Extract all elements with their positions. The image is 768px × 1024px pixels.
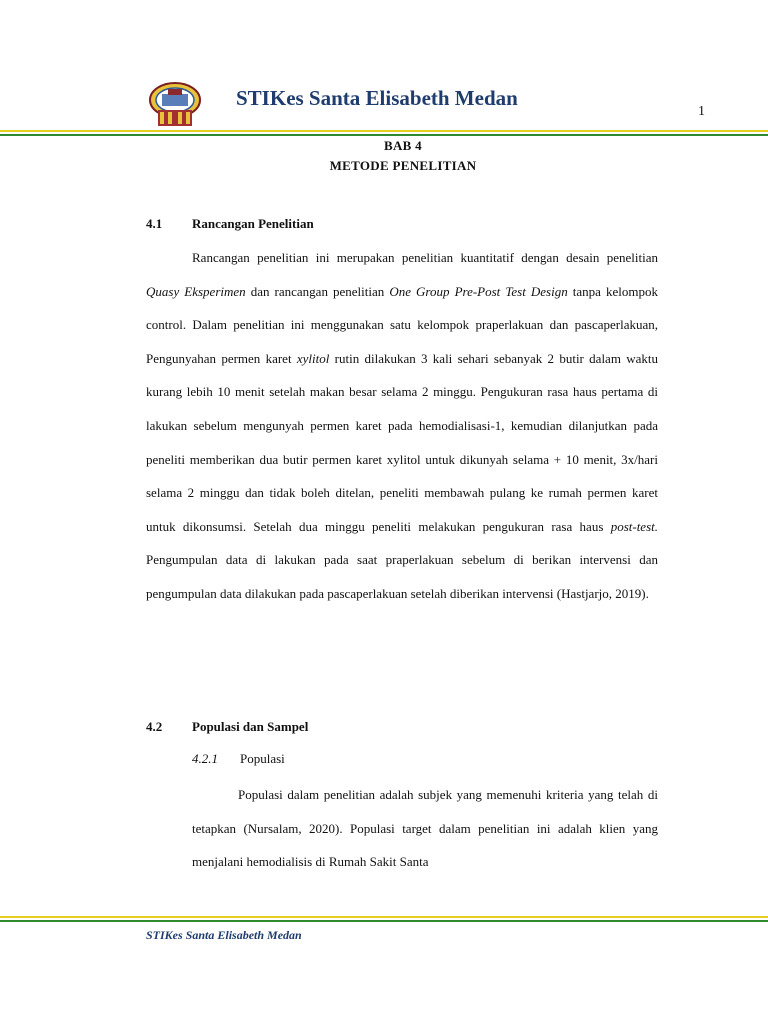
- section-number: 4.1: [146, 216, 163, 231]
- chapter-label: BAB 4: [384, 138, 422, 153]
- subsection-heading: [192, 751, 285, 767]
- text-run: rutin dilakukan 3 kali sehari sebanyak 2 butir dalam waktu kurang lebih 10 menit setelah makan besar selama 2 minggu. Pengukuran rasa haus pertama di lakukan sebelum mengunyah permen karet pada hemodialisasi-1, kemudian dilanjutkan pada peneliti memberikan dua butir permen karet xylitol untuk dikunyah selama + 10 menit, 3x/hari selama 2 minggu dan tidak boleh ditelan, peneliti membawah pulang ke rumah permen karet untuk dikonsumsi. Setelah dua minggu peneliti melakukan pengukuran rasa haus: [146, 350, 658, 534]
- chapter-title: METODE PENELITIAN: [329, 158, 477, 173]
- section-title: Rancangan Penelitian: [192, 216, 314, 231]
- italic-term: xylitol: [296, 350, 330, 366]
- subsection-title: Populasi: [240, 751, 285, 766]
- subsection-number: 4.2.1: [192, 751, 218, 766]
- italic-term: post-test.: [610, 518, 658, 534]
- italic-term: Quasy Eksperimen: [146, 283, 246, 299]
- section-title: Populasi dan Sampel: [192, 719, 309, 734]
- text-run: Rancangan penelitian ini merupakan penelitian kuantitatif dengan desain penelitian: [192, 250, 658, 265]
- footer-divider: [0, 916, 768, 922]
- header-divider: [0, 130, 768, 136]
- footer-text: STIKes Santa Elisabeth Medan: [146, 928, 302, 942]
- page-number: 1: [698, 104, 705, 119]
- institution-logo: [148, 80, 202, 128]
- institution-name: STIKes Santa Elisabeth Medan: [236, 86, 518, 110]
- body-paragraph: [146, 241, 658, 611]
- section-number: 4.2: [146, 719, 163, 734]
- body-paragraph: Populasi dalam penelitian adalah subjek yang memenuhi kriteria yang telah di tetapkan (Nursalam, 2020). Populasi target dalam penelitian ini adalah klien yang menjalani hemodialisis di Rumah Sakit Santa: [192, 787, 658, 870]
- text-run: dan rancangan penelitian: [245, 283, 390, 299]
- italic-term: One Group Pre-Post Test Design: [389, 283, 568, 299]
- text-run: tanpa kelompok control. Dalam penelitian ini menggunakan satu kelompok praperlakuan dan pascaperlakuan, Pengunyahan permen karet: [146, 283, 658, 366]
- text-run: Pengumpulan data di lakukan pada saat praperlakuan sebelum di berikan intervensi dan pengumpulan data dilakukan pada pascaperlakuan setelah diberikan intervensi (Hastjarjo, 2019).: [146, 552, 658, 601]
